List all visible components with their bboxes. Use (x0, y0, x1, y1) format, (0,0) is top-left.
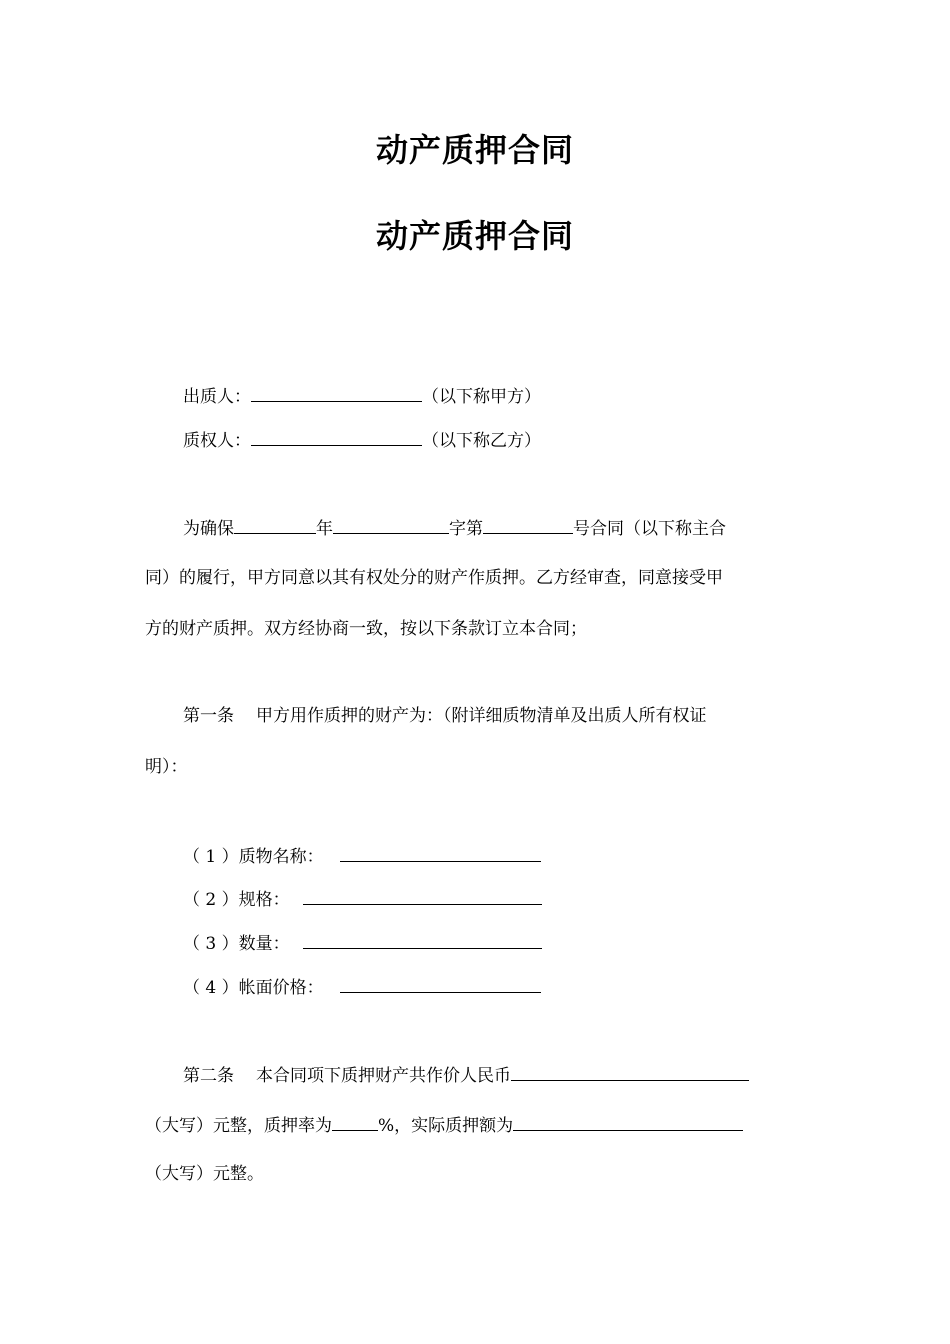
pledgee-line (183, 427, 541, 453)
preamble-rest: 号合同（以下称主合 (573, 519, 726, 539)
pledgor-label: 出质人： (183, 387, 251, 407)
document-subtitle: 动产质押合同 (375, 217, 574, 255)
article2-line-3: （大写）元整。 (145, 1164, 264, 1184)
pledgor-suffix: （以下称甲方） (422, 387, 541, 407)
preamble-line-3: 方的财产质押。双方经协商一致，按以下条款订立本合同； (145, 619, 587, 639)
item-number: （ 3 ） (183, 934, 239, 954)
item-quantity-blank[interactable] (303, 930, 542, 949)
article1-heading: 第一条 (183, 706, 234, 726)
pledgee-label: 质权人： (183, 431, 251, 451)
article1-line-2: 明）： (145, 757, 188, 777)
article2-heading: 第二条 (183, 1066, 234, 1086)
item-number: （ 2 ） (183, 890, 239, 910)
item-label: 帐面价格： (238, 978, 324, 998)
pledgee-blank[interactable] (251, 427, 422, 446)
item-spec-blank[interactable] (303, 886, 542, 905)
item-value-line (183, 974, 541, 1000)
pledgor-blank[interactable] (251, 383, 422, 402)
contract-year-blank[interactable] (234, 515, 316, 534)
article2-text2b: %，实际质押额为 (378, 1116, 514, 1136)
article2-text1: 本合同项下质押财产共作价人民币 (256, 1066, 511, 1086)
preamble-line-2: 同）的履行，甲方同意以其有权处分的财产作质押。乙方经审查，同意接受甲 (145, 568, 723, 588)
article2-line-2 (145, 1112, 743, 1138)
article1-line-1 (183, 704, 707, 728)
item-value-blank[interactable] (340, 974, 541, 993)
pledgor-line (183, 383, 541, 409)
item-name-blank[interactable] (340, 843, 541, 862)
item-label: 数量： (238, 934, 290, 954)
preamble-prefix: 为确保 (183, 519, 234, 539)
item-quantity-line (183, 930, 542, 956)
item-label: 规格： (238, 890, 290, 910)
pledgee-suffix: （以下称乙方） (422, 431, 541, 451)
preamble-zi: 字第 (449, 519, 483, 539)
article2-text2a: （大写）元整，质押率为 (145, 1116, 332, 1136)
article1-text1: 甲方用作质押的财产为：（附详细质物清单及出质人所有权证 (256, 706, 707, 726)
preamble-line-1 (183, 515, 726, 541)
actual-pledge-amount-blank[interactable] (513, 1112, 743, 1131)
pledge-rate-blank[interactable] (332, 1112, 378, 1131)
preamble-year: 年 (316, 519, 333, 539)
item-label: 质物名称： (238, 847, 324, 867)
article2-line-1 (183, 1062, 749, 1088)
item-name-line (183, 843, 541, 869)
item-spec-line (183, 886, 542, 912)
item-number: （ 1 ） (183, 847, 239, 867)
contract-zi-blank[interactable] (333, 515, 449, 534)
valuation-amount-blank[interactable] (511, 1062, 749, 1081)
contract-number-blank[interactable] (483, 515, 573, 534)
document-title: 动产质押合同 (375, 131, 574, 169)
item-number: （ 4 ） (183, 978, 239, 998)
